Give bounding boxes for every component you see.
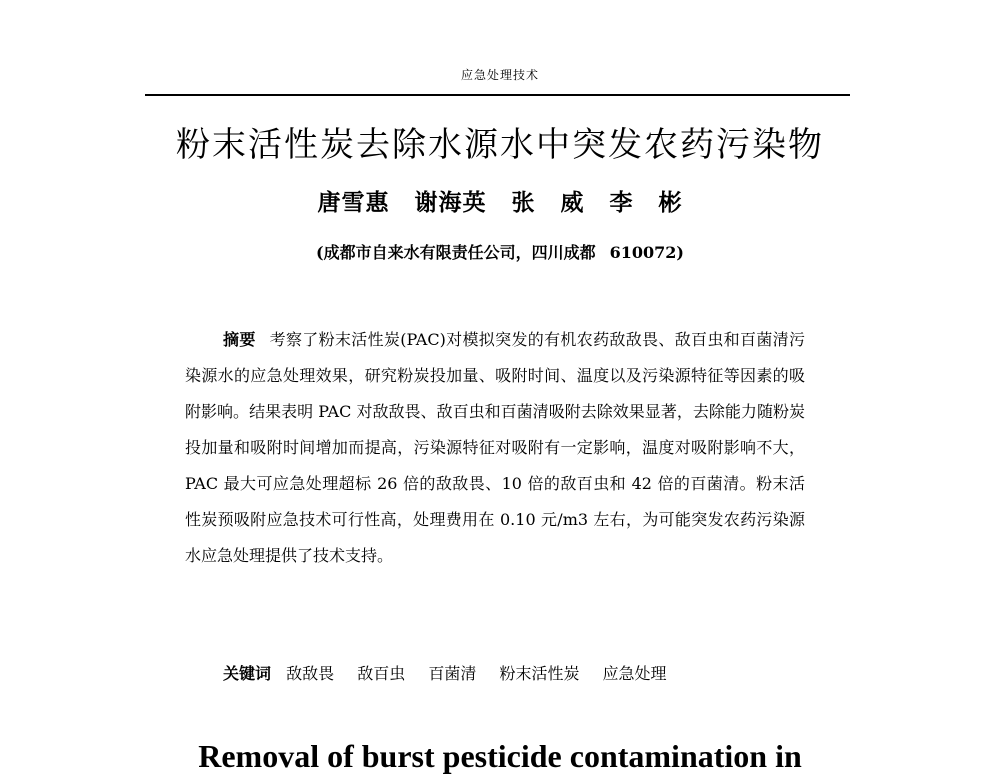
section-header: 应急处理技术	[460, 68, 539, 82]
keyword-item: 敌敌畏	[286, 664, 335, 683]
keyword-item: 粉末活性炭	[499, 664, 580, 683]
keywords	[223, 662, 685, 686]
paper-title: 粉末活性炭去除水源水中突发农药污染物	[176, 125, 824, 165]
header-rule	[145, 94, 850, 96]
keywords-list	[281, 664, 685, 683]
affiliation-text: (成都市自来水有限责任公司，四川成都	[316, 243, 596, 262]
english-title: Removal of burst pesticide contamination in	[198, 738, 802, 774]
authors: 唐雪惠 谢海英 张 威 李 彬	[317, 190, 683, 216]
affiliation	[0, 240, 1000, 263]
abstract-label: 摘要	[223, 330, 256, 349]
affiliation-postal-code: 610072)	[609, 243, 684, 262]
keyword-item: 百菌清	[428, 664, 477, 683]
keyword-item: 应急处理	[602, 664, 667, 683]
abstract	[185, 322, 805, 574]
keywords-label: 关键词	[223, 664, 272, 683]
abstract-text: 考察了粉末活性炭(PAC)对模拟突发的有机农药敌敌畏、敌百虫和百菌清污染源水的应急处理效果，研究粉炭投加量、吸附时间、温度以及污染源特征等因素的吸附影响。结果表明 PAC 对敌敌畏、敌百虫和百菌清吸附去除效果显著，去除能力随粉炭投加量和吸附时间增加而提高，污染源特征对吸附有一定影响，温度对吸附影响不大，PAC 最大可应急处理超标 26 倍的敌敌畏、10 倍的敌百虫和 42 倍的百菌清。粉末活性炭预吸附应急技术可行性高，处理费用在 0.10 元/m3 左右，为可能突发农药污染源水应急处理提供了技术支持。	[185, 330, 805, 565]
keyword-item: 敌百虫	[357, 664, 406, 683]
